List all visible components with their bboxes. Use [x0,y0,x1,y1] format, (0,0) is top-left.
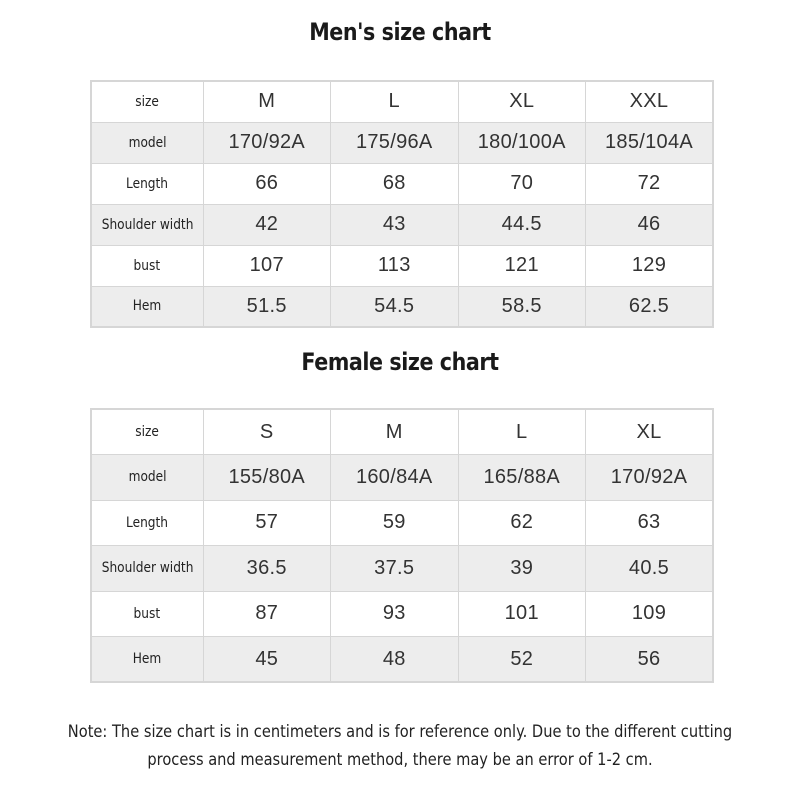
hem-cell: 52 [458,637,586,683]
bust-cell: 121 [458,245,586,286]
bust-cell: 129 [586,245,714,286]
length-cell: 66 [203,163,331,204]
row-label: Hem [91,637,203,683]
shoulder-width-cell: 37.5 [331,546,459,592]
table-row-shoulder-width [91,546,713,592]
table-row-size [91,409,713,455]
hem-cell: 51.5 [203,286,331,327]
size-cell: XL [586,409,714,455]
size-cell: XXL [586,81,714,122]
model-cell: 175/96A [331,122,459,163]
mens-size-chart-title: Men's size chart [309,18,491,46]
model-cell: 170/92A [203,122,331,163]
shoulder-width-cell: 44.5 [458,204,586,245]
length-cell: 62 [458,500,586,546]
bust-cell: 93 [331,591,459,637]
row-label: bust [91,591,203,637]
shoulder-width-cell: 39 [458,546,586,592]
bust-cell: 101 [458,591,586,637]
table-row-model [91,455,713,501]
table-row-size [91,81,713,122]
row-label: Length [91,163,203,204]
size-cell: M [203,81,331,122]
hem-cell: 58.5 [458,286,586,327]
female-size-chart-title: Female size chart [301,348,499,376]
table-row-shoulder-width [91,204,713,245]
model-cell: 185/104A [586,122,714,163]
row-label: Hem [91,286,203,327]
size-chart-note [56,718,744,774]
size-cell: L [458,409,586,455]
table-row-model [91,122,713,163]
model-cell: 170/92A [586,455,714,501]
row-label: Shoulder width [91,204,203,245]
bust-cell: 109 [586,591,714,637]
model-cell: 160/84A [331,455,459,501]
size-cell: M [331,409,459,455]
shoulder-width-cell: 46 [586,204,714,245]
row-label: bust [91,245,203,286]
model-cell: 180/100A [458,122,586,163]
row-label: size [91,81,203,122]
table-row-length [91,500,713,546]
hem-cell: 56 [586,637,714,683]
row-label: model [91,122,203,163]
bust-cell: 87 [203,591,331,637]
hem-cell: 48 [331,637,459,683]
bust-cell: 107 [203,245,331,286]
shoulder-width-cell: 43 [331,204,459,245]
row-label: Length [91,500,203,546]
table-row-length [91,163,713,204]
note-line-2: process and measurement method, there may be an error of 1-2 cm. [147,750,653,770]
female-size-table [90,408,714,683]
shoulder-width-cell: 42 [203,204,331,245]
length-cell: 70 [458,163,586,204]
length-cell: 57 [203,500,331,546]
hem-cell: 54.5 [331,286,459,327]
model-cell: 155/80A [203,455,331,501]
note-line-1: Note: The size chart is in centimeters and is for reference only. Due to the different cutting [67,722,733,742]
hem-cell: 45 [203,637,331,683]
length-cell: 63 [586,500,714,546]
size-cell: L [331,81,459,122]
length-cell: 59 [331,500,459,546]
mens-size-table [90,80,714,328]
hem-cell: 62.5 [586,286,714,327]
table-row-bust [91,245,713,286]
shoulder-width-cell: 36.5 [203,546,331,592]
length-cell: 68 [331,163,459,204]
row-label: size [91,409,203,455]
table-row-hem [91,286,713,327]
size-cell: S [203,409,331,455]
table-row-bust [91,591,713,637]
shoulder-width-cell: 40.5 [586,546,714,592]
length-cell: 72 [586,163,714,204]
model-cell: 165/88A [458,455,586,501]
table-row-hem [91,637,713,683]
size-cell: XL [458,81,586,122]
row-label: Shoulder width [91,546,203,592]
bust-cell: 113 [331,245,459,286]
row-label: model [91,455,203,501]
